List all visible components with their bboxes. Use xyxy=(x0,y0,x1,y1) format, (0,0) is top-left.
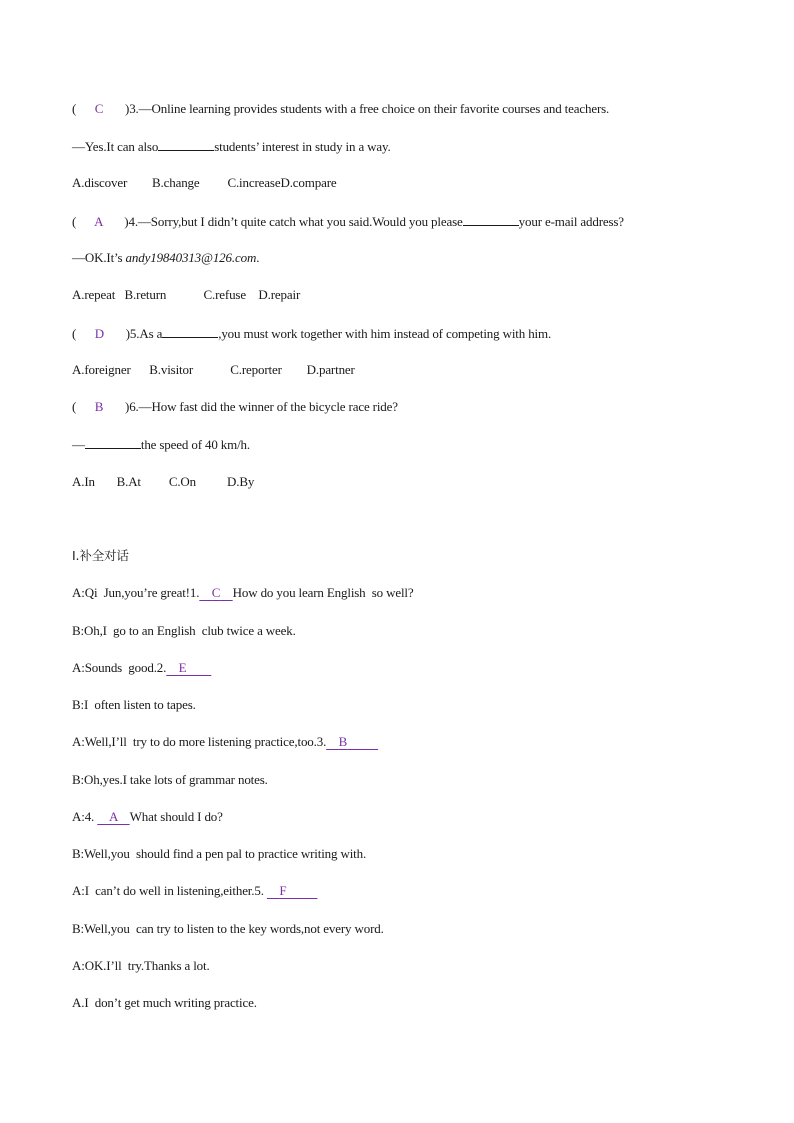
paren-gap xyxy=(104,326,126,341)
question-5-answer: D xyxy=(94,326,105,341)
question-3-options xyxy=(72,175,337,191)
option-c: C.refuse xyxy=(203,287,246,302)
question-6-reply xyxy=(72,436,250,453)
dialogue-answer-3 xyxy=(326,734,378,749)
question-6-text: )6.—How fast did the winner of the bicycle race ride? xyxy=(125,399,398,414)
option-a: A.In xyxy=(72,474,95,489)
question-4-text: )4.—Sorry,but I didn’t quite catch what you said.Would you please xyxy=(124,214,463,229)
reply-text: students’ interest in study in a way. xyxy=(214,139,391,154)
answer-letter: F xyxy=(279,883,287,898)
question-5-options xyxy=(72,362,355,378)
paren-gap xyxy=(103,214,125,229)
question-3-text: )3.—Online learning provides students with a free choice on their favorite courses and teachers. xyxy=(125,101,610,116)
question-3-answer: C xyxy=(94,101,104,116)
answer-blank xyxy=(463,213,519,226)
dialogue-text: What should I do? xyxy=(129,809,223,824)
dialogue-line-10: B:Well,you can try to listen to the key words,not every word. xyxy=(72,921,384,936)
paren-open: ( xyxy=(72,214,95,229)
paren-gap xyxy=(103,399,125,414)
dialogue-line-1 xyxy=(72,585,414,601)
paren-open: ( xyxy=(72,326,95,341)
question-4-answer: A xyxy=(94,214,103,229)
option-a: A.foreigner xyxy=(72,362,131,377)
option-b: B.visitor xyxy=(149,362,194,377)
option-d: D.repair xyxy=(258,287,301,302)
question-6-options xyxy=(72,474,254,490)
question-5-text-end: ,you must work together with him instead of competing with him. xyxy=(218,326,552,341)
paren-gap xyxy=(103,101,125,116)
option-c: C.increase xyxy=(227,175,281,190)
dialogue-line-11: A:OK.I’ll try.Thanks a lot. xyxy=(72,958,210,973)
dialogue-option-a: A.I don’t get much writing practice. xyxy=(72,995,257,1010)
reply-text: the speed of 40 km/h. xyxy=(140,437,250,452)
dialogue-text: A:I can’t do well in listening,either.5. xyxy=(72,883,267,898)
dialogue-answer-1 xyxy=(199,585,232,600)
answer-blank xyxy=(162,325,218,338)
question-6-line xyxy=(72,399,398,415)
dialogue-line-5 xyxy=(72,734,378,750)
paren-open: ( xyxy=(72,399,95,414)
dialogue-answer-5 xyxy=(267,883,318,898)
reply-text: . xyxy=(256,250,260,265)
answer-letter: E xyxy=(178,660,187,675)
paren-open: ( xyxy=(72,101,95,116)
reply-text: — xyxy=(72,437,85,452)
answer-letter: A xyxy=(108,809,118,824)
dialogue-line-7 xyxy=(72,809,223,825)
option-b: B.change xyxy=(152,175,200,190)
dialogue-text: A:4. xyxy=(72,809,98,824)
reply-text: —Yes.It can also xyxy=(72,139,159,154)
dialogue-line-4: B:I often listen to tapes. xyxy=(72,697,196,712)
question-6-answer: B xyxy=(94,399,104,414)
option-c: C.On xyxy=(168,474,197,489)
dialogue-line-3 xyxy=(72,660,211,676)
question-3-line xyxy=(72,101,609,117)
dialogue-text: A:Qi Jun,you’re great!1. xyxy=(72,585,200,600)
option-b: B.At xyxy=(116,474,141,489)
dialogue-answer-4 xyxy=(97,809,129,824)
option-b: B.return xyxy=(124,287,167,302)
dialogue-text: A:Well,I’ll try to do more listening practice,too.3. xyxy=(72,734,327,749)
question-4-text-end: your e-mail address? xyxy=(518,214,624,229)
answer-letter: C xyxy=(211,585,221,600)
answer-blank xyxy=(85,436,141,449)
option-a: A.repeat xyxy=(72,287,116,302)
dialogue-text: A:Sounds good.2. xyxy=(72,660,167,675)
section-title: Ⅰ.补全对话 xyxy=(72,548,129,563)
option-d: D.compare xyxy=(280,175,337,190)
question-5-line xyxy=(72,325,551,342)
question-5-text: )5.As a xyxy=(125,326,163,341)
dialogue-line-6: B:Oh,yes.I take lots of grammar notes. xyxy=(72,772,268,787)
dialogue-answer-2 xyxy=(166,660,211,675)
reply-text: —OK.It’s xyxy=(72,250,126,265)
dialogue-text: How do you learn English so well? xyxy=(232,585,414,600)
answer-letter: B xyxy=(338,734,348,749)
option-c: C.reporter xyxy=(230,362,282,377)
question-4-reply xyxy=(72,250,259,266)
option-a: A.discover xyxy=(72,175,128,190)
option-d: D.By xyxy=(227,474,255,489)
question-4-options xyxy=(72,287,300,303)
option-d: D.partner xyxy=(306,362,355,377)
email-address: andy19840313@126.com xyxy=(125,250,257,265)
question-3-reply xyxy=(72,138,391,155)
dialogue-line-9 xyxy=(72,883,317,899)
question-4-line xyxy=(72,213,624,230)
dialogue-line-2: B:Oh,I go to an English club twice a week. xyxy=(72,623,296,638)
dialogue-line-8: B:Well,you should find a pen pal to practice writing with. xyxy=(72,846,367,861)
answer-blank xyxy=(158,138,214,151)
